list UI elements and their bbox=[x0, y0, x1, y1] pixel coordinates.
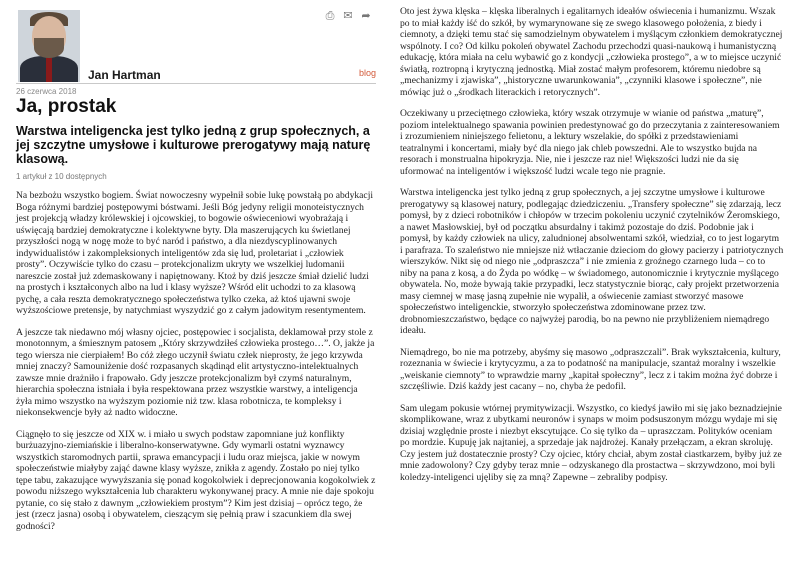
paragraph: Warstwa inteligencka jest tylko jedną z grup społecznych, a jej szczytne umysłowe i kulturowe prerogatywy są klasowej natury, podlegając dziedziczeniu. „Transfery społeczne” się zdarzają, lecz pomysł, by z dzieci robotników i chłopów w trzecim pokoleniu uczynić czytelników Żeromskiego, a nawet Masłowskiej, był od początku absurdalny i takimż pozostaje do dziś. Podobnie jak i pomysł, by każdy człowiek na ulicy, zaludnionej absolwentami szkół, wiedział, co to jest logarytm i parafraza. To szaleństwo nie mniejsze niż wtłaczanie dzieciom do głowy pacierzy i patriotycznych wierszyków. Nikt się od niego nie „odpraszcza” i nie zmienia z groźnego czarnego luda – co to niby na pana z kosą, a do Żyda po wódkę – w świadomego, autonomicznie i krytycznie myślącego obywatela. No, może bywają takie przypadki, lecz statystycznie biorąc, cały projekt przetworzenia masy ciemnej w masę jasną zupełnie nie wypalił, a oświecenie zamiast stworzyć masowe społeczeństwo inteligenckie, stworzyło społeczeństwa zdominowane przez tzw. drobnomieszczaństwo, będące co najwyżej parodią, bo na pewno nie przybliżeniem niemądrego ideału. bbox=[400, 187, 784, 336]
paragraph: A jeszcze tak niedawno mój własny ojciec, postępowiec i socjalista, deklamował przy stole z monotonnym, a śmiesznym patosem „Który skrzywdziłeś człowieka prostego…”. O, jakże ja tego wiersza nie cierpiałem! Bo cóż złego uczynił światu człek nieprosty, że jego krzywda mniej znaczy? Samouniżenie dość rozpasanych skądinąd elit artystyczno-intelektualnych zawsze mnie drażniło i frapowało. Gdy jeszcze protekcjonalizm był czymś naturalnym, hierarchia społeczna istniała i była respektowana przez wszystkie warstwy, a inteligencja żyła mimo wszystko na wyższym poziomie niż tzw. klasa robotnicza, te kompleksy i niekonsekwencje były aż nadto widoczne. bbox=[16, 326, 375, 418]
paragraph: Niemądrego, bo nie ma potrzeby, abyśmy się masowo „odpraszczali”. Brak wykształcenia, kultury, rozeznania w świecie i krytycyzmu, a za to podatność na manipulacje, szantaż moralny i wszelkie „weiskanie ciemnoty” to wprawdzie marny „kapitał społeczny”, lecz z i takim można żyć dobrze i szczęśliwie. Dziś każdy jest cacany – no, chyba że pedofil. bbox=[400, 346, 781, 392]
author-photo bbox=[18, 10, 80, 82]
article-date: 26 czerwca 2018 bbox=[16, 87, 77, 96]
article-body-left bbox=[16, 190, 376, 542]
paragraph: Sam ulegam pokusie wtórnej prymitywizacji. Wszystko, co kiedyś jawiło mi się jako beznadziejnie skomplikowane, wraz z ubytkami neuronów i synaps w moim podsuszonym mózgu wydaje mi się dzisiaj względnie proste i niezbyt ekscytujące. Co się tylko da – upraszczam. Polityków oceniam po mordzie. Kupuję jak najtaniej, a sprzedaje jak najdrożej. Kanały przełączam, a ekran skroluję. Czy jestem już dostatecznie prosty? Czy ojciec, który chciał, abym został ciastkarzem, byłby już ze mnie zadowolony? Czy gdyby teraz mnie – odzyskanego dla prostactwa – skrzywdzono, moi byli koledzy-inteligenci ujęliby się za mną? Zapewne – zebraliby podpisy. bbox=[400, 402, 782, 483]
paragraph: Oczekiwany u przeciętnego człowieka, który wszak otrzymuje w wianie od państwa „maturę”, poziom intelektualnego spawania powinien predestynować go do przeczytania z zainteresowaniem i zrozumieniem niniejszego felietonu, a lektury wszelakie, do spółki z przedstawieniami teatralnymi i koncertami, miały być dla niego jak chleb powszedni. Ale to wszystko bujda na resorach i monstrualna hipokryzja. Nie, nie i jeszcze raz nie! Większości ludzi nie da się uformować na inteligentów i większość ludzi wcale tego nie pragnie. bbox=[400, 108, 780, 177]
share-icon[interactable]: ➦ bbox=[361, 9, 371, 22]
article-body-right bbox=[400, 6, 784, 493]
paragraph: Na bezbożu wszystko bogiem. Świat nowoczesny wypełnił sobie lukę powstałą po abdykacji Boga różnymi bardziej postępowymi bóstwami. Jeśli Bóg jedyny religii monoteistycznych jest projekcją władzy królewskiej i ojcowskiej, to bogowie oświeceniowi wyobrażają i uświęcają bardziej demokratyczne i kolektywne byty. Dla maszerujących ku świetlanej przyszłości nogą w nogę może to być naród i państwo, a dla niezdyscyplinowanych indywidualistów i zakompleksionych inteligentów zda się lud, proletariat i „człowiek prosty”. Oczywiście tylko do czasu – protekcjonalizm ukryty we wszelkiej ludomanii nareszcie został już zdemaskowany i napiętnowany. Ktoż by dziś jeszcze śmiał dzielić ludzi na prostych i kształconych albo na lud i klasy wyższe? Wśród elit uchodzi to za klasową pychę, a cała reszta demokratycznego społeczeństwa tylko czeka, aż ktoś ujawni swoje wyższościowe pretensje, by natychmiast wyszydzić go z całym jadowitym resentymentem. bbox=[16, 190, 374, 316]
print-icon[interactable]: ⎙ bbox=[325, 9, 335, 22]
paragraph: Oto jest żywa klęska – klęska liberalnych i egalitarnych ideałów oświecenia i humanizmu. Wszak po to miał każdy iść do szkół, by wymarynowane się ze swego klasowego położenia, z biedy i ciemnoty, a dzięki temu stać się samodzielnym obywatelem i myślącym członkiem demokratycznej wspólnoty. I co? Od kilku pokoleń obywatel Zachodu przechodzi quasi-naukową i humanistyczną edukację, która miała na celu wybawić go z kondycji „człowieka prostego”, a w to miejsce uczynić światłą, roztropną i krytyczną jednostką. Miał zostać małym profesorem, któremu niedobre są „mechanizmy i zjawiska”, „historyczne uwarunkowania”, „czynniki klasowe i społeczne”, nie mówiąc już o „środkach literackich i retorycznych”. bbox=[400, 6, 783, 98]
blog-link[interactable]: blog bbox=[358, 68, 376, 78]
paragraph: Ciągnęło to się jeszcze od XIX w. i miało u swych podstaw zapomniane już konflikty burżuazyjno-ziemiańskie i liberalno-konserwatywne. Gdy wymarli ostatni wyznawcy wszystkich staromodnych partii, sprawa emancypacji i ludu oraz miejsca, jakie w nowym społeczeństwie miałyby zająć dawne klasy wyższe, znikła z agendy. Zostało po niej tylko tępe tabu, zakazujące wywyższania się ponad kogokolwiek i deprecjonowania kogokolwiek z powodu niższego wykształcenia lub charakteru wykonywanej pracy. A mnie nie daje spokoju pytanie, co się stało z dawnym „człowiekiem prostym”? Kim jest dzisiaj – oprócz tego, że jest (rzecz jasna) osobą i obywatelem, cieszącym się pełnią praw i szacunkiem dla swej godności? bbox=[16, 428, 376, 532]
article-lead: Warstwa inteligencka jest tylko jedną z grup społecznych, a jej szczytne umysłowe i kulturowe prerogatywy mają naturę klasową. bbox=[16, 124, 371, 166]
article-quota: 1 artykuł z 10 dostępnych bbox=[16, 172, 107, 181]
article-title: Ja, prostak bbox=[16, 96, 117, 117]
author-name[interactable]: Jan Hartman bbox=[88, 68, 161, 82]
header-divider bbox=[16, 83, 376, 84]
comment-icon[interactable]: ✉ bbox=[343, 9, 353, 22]
